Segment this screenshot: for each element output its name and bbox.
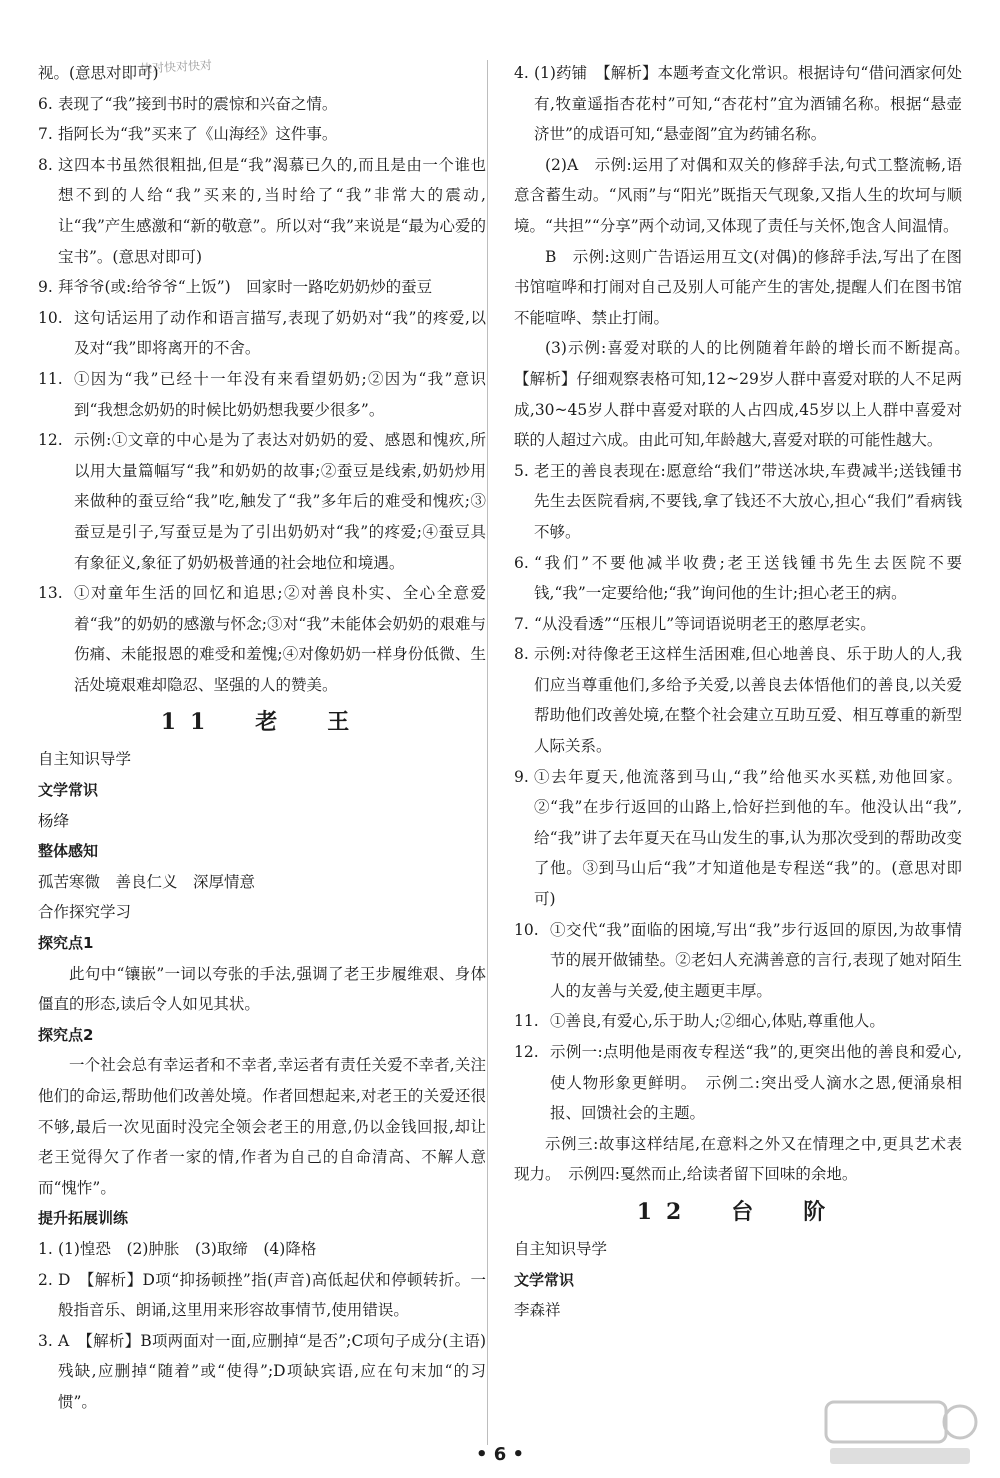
- answer-text: “我们”不要他减半收费;老王送钱锺书先生去医院不要钱,“我”一定要给他;“我”询问他的生计;担心老王的病。: [534, 553, 962, 603]
- answer-text: (1)惶恐 (2)肿胀 (3)取缔 (4)降格: [58, 1239, 317, 1258]
- answer-item: [38, 150, 486, 272]
- answer-number: 11.: [38, 369, 63, 388]
- answer-number: 10.: [38, 308, 63, 327]
- answer-list-c: [514, 58, 962, 150]
- answer-item: [514, 609, 962, 640]
- right-column: [514, 58, 978, 1326]
- answer-list-b: [38, 1234, 486, 1418]
- answer-number: 12.: [38, 431, 63, 450]
- answer-text: 拜爷爷(或:给爷爷“上饭”) 回家时一路吃奶奶炒的蚕豆: [58, 278, 433, 297]
- answer-number: 1.: [38, 1239, 53, 1258]
- answer-item: [514, 639, 962, 761]
- answer-text: A 【解析】B项两面对一面,应删掉“是否”;C项句子成分(主语)残缺,应删掉“随着”或“使得”;D项缺宾语,应在句末加“的习惯”。: [58, 1331, 486, 1411]
- answer-4-option-b: B 示例:这则广告语运用互文(对偶)的修辞手法,写出了在图书馆喧哗和打闹对自己及别人可能产生的害处,提醒人们在图书馆不能喧哗、禁止打闹。: [514, 247, 962, 327]
- answer-4-part-2: (2)A 示例:运用了对偶和双关的修辞手法,句式工整流畅,语意含蓄生动。“风雨”与“阳光”既指天气现象,又指人生的坎坷与顺境。“共担”“分享”两个动词,又体现了责任与关怀,饱含人间温情。: [514, 155, 962, 235]
- answer-text: 示例:①文章的中心是为了表达对奶奶的爱、感恩和愧疚,所以用大量篇幅写“我”和奶奶的故事;②蚕豆是线索,奶奶炒用来做种的蚕豆给“我”吃,触发了“我”多年后的难受和愧疚;③蚕豆是引子,写蚕豆是为了引出奶奶对“我”的疼爱;④蚕豆具有象征义,象征了奶奶极普通的社会地位和境遇。: [74, 431, 486, 572]
- answer-number: 4.: [514, 64, 529, 82]
- answer-item: [38, 578, 486, 700]
- answer-number: 6.: [514, 553, 529, 572]
- faded-stamp: 快对快对快对: [139, 58, 213, 76]
- left-column: [38, 58, 486, 1418]
- answer-item: [514, 1006, 962, 1037]
- lesson-heading-11: 11 老 王: [160, 709, 364, 736]
- answer-number: 5.: [514, 461, 529, 480]
- label-literary-knowledge: 文学常识: [38, 781, 99, 800]
- answer-text: ①对童年生活的回忆和追思;②对善良朴实、全心全意爱着“我”的奶奶的感激与怀念;③对“我”未能体会奶奶的艰难与伤痛、未能报恩的难受和羞愧;④对像奶奶一样身份低微、生活处境艰难却隐忍、坚强的人的赞美。: [74, 584, 486, 694]
- answer-text: 老王的善良表现在:愿意给“我们”带送冰块,车费减半;送钱锺书先生去医院看病,不要钱,拿了钱还不大放心,担心“我们”看病钱不够。: [534, 461, 962, 541]
- answer-number: 9.: [38, 278, 53, 297]
- answer-list-d: [514, 456, 962, 1129]
- answer-text: 这四本书虽然很粗拙,但是“我”渴慕已久的,而且是由一个谁也想不到的人给“我”买来的,当时给了“我”非常大的震动,让“我”产生感激和“新的敬意”。所以对“我”来说是“最为心爱的宝书”。(意思对即可): [58, 155, 486, 266]
- answer-text: D 【解析】D项“抑扬顿挫”指(声音)高低起伏和停顿转折。一般指音乐、朗诵,这里用来形容故事情节,使用错误。: [58, 1270, 486, 1320]
- answer-item: [38, 1234, 486, 1265]
- column-divider: [487, 60, 488, 1445]
- answer-number: 13.: [38, 584, 63, 603]
- answer-number: 3.: [38, 1331, 53, 1350]
- answer-text: 表现了“我”接到书时的震惊和兴奋之情。: [58, 94, 338, 113]
- answer-text: ①交代“我”面临的困境,写出“我”步行返回的原因,为故事情节的展开做铺垫。②老妇人充满善意的言行,表现了她对陌生人的友善与关爱,使主题更丰厚。: [550, 920, 962, 1000]
- overall-perception-text: 孤苦寒微 善良仁义 深厚情意: [38, 872, 256, 891]
- page-number: • 6 •: [475, 1444, 525, 1465]
- answer-number: 9.: [514, 767, 529, 786]
- answer-item: [38, 119, 486, 150]
- label-literary-knowledge-12: 文学常识: [514, 1270, 575, 1289]
- explore-point-1-text: 此句中“镶嵌”一词以夸张的手法,强调了老王步履维艰、身体僵直的形态,读后令人如见其状。: [38, 964, 486, 1014]
- answer-number: 2.: [38, 1270, 53, 1289]
- answer-12-tail: 示例三:故事这样结尾,在意料之外又在情理之中,更具艺术表现力。 示例四:戛然而止,给读者留下回味的余地。: [514, 1134, 962, 1184]
- label-explore-point-1: 探究点1: [38, 934, 94, 953]
- answer-text: ①因为“我”已经十一年没有来看望奶奶;②因为“我”意识到“我想念奶奶的时候比奶奶想我要少很多”。: [74, 369, 486, 419]
- answer-number: 8.: [38, 155, 53, 174]
- answer-item: [514, 915, 962, 1007]
- answer-number: 6.: [38, 94, 53, 113]
- answer-number: 10.: [514, 920, 539, 939]
- author-name: 杨绛: [38, 811, 70, 830]
- answer-text: 这句话运用了动作和语言描写,表现了奶奶对“我”的疼爱,以及对“我”即将离开的不舍。: [74, 308, 486, 358]
- section-cooperative-study: 合作探究学习: [38, 903, 132, 922]
- section-advanced-training: 提升拓展训练: [38, 1209, 129, 1228]
- answer-text: 示例:对待像老王这样生活困难,但心地善良、乐于助人的人,我们应当尊重他们,多给予关爱,以善良去体悟他们的善良,以关爱帮助他们改善处境,在整个社会建立互助互爱、相互尊重的新型人际关系。: [534, 645, 963, 756]
- explore-point-2-text: 一个社会总有幸运者和不幸者,幸运者有责任关爱不幸者,关注他们的命运,帮助他们改善处境。作者回想起来,对老王的关爱还很不够,最后一次见面时没完全领会老王的用意,仍以金钱回报,却让老王觉得欠了作者一家的情,作者为自己的自命清高、不解人意而“愧怍”。: [38, 1056, 486, 1197]
- answer-number: 7.: [38, 125, 53, 144]
- answer-item: [38, 425, 486, 578]
- answer-text: “从没看透”“压根儿”等词语说明老王的憨厚老实。: [534, 614, 876, 633]
- answer-text: ①善良,有爱心,乐于助人;②细心,体贴,尊重他人。: [550, 1012, 885, 1031]
- section-self-study: 自主知识导学: [38, 750, 132, 769]
- answer-item: [38, 364, 486, 425]
- answer-item: [514, 456, 962, 548]
- author-name-12: 李森祥: [514, 1301, 561, 1320]
- answer-text: 示例一:点明他是雨夜专程送“我”的,更突出他的善良和爱心,使人物形象更鲜明。 示例二:突出受人滴水之恩,便涌泉相报、回馈社会的主题。: [550, 1043, 962, 1123]
- answer-item: [38, 89, 486, 120]
- continued-text: 视。(意思对即可): [38, 64, 159, 82]
- answer-list-a: [38, 89, 486, 701]
- answer-text: 指阿长为“我”买来了《山海经》这件事。: [58, 125, 338, 144]
- answer-item: [514, 1037, 962, 1129]
- section-self-study-12: 自主知识导学: [514, 1239, 608, 1258]
- answer-item: [38, 1326, 486, 1418]
- answer-number: 11.: [514, 1012, 539, 1031]
- answer-item: [38, 1265, 486, 1326]
- answer-number: 8.: [514, 645, 529, 664]
- answer-item: [514, 58, 962, 150]
- answer-number: 12.: [514, 1043, 539, 1061]
- answer-item: [38, 303, 486, 364]
- answer-text: ①去年夏天,他流落到马山,“我”给他买水买糕,劝他回家。②“我”在步行返回的山路上,恰好拦到他的车。他没认出“我”,给“我”讲了去年夏天在马山发生的事,认为那次受到的帮助改变了他。③到马山后“我”才知道他是专程送“我”的。(意思对即可): [534, 767, 962, 909]
- answer-item: [38, 272, 486, 303]
- answer-item: [514, 762, 962, 915]
- label-overall-perception: 整体感知: [38, 842, 99, 861]
- answer-number: 7.: [514, 614, 529, 633]
- watermark-logo: [822, 1398, 982, 1470]
- answer-text: (1)药铺 【解析】本题考查文化常识。根据诗句“借问酒家何处有,牧童遥指杏花村”可知,“杏花村”宜为酒铺名称。根据“悬壶济世”的成语可知,“悬壶阁”宜为药铺名称。: [534, 64, 962, 144]
- label-explore-point-2: 探究点2: [38, 1025, 94, 1044]
- lesson-heading-12: 12 台 阶: [636, 1198, 840, 1225]
- answer-4-part-3: (3)示例:喜爱对联的人的比例随着年龄的增长而不断提高。 【解析】仔细观察表格可知,12~29岁人群中喜爱对联的人不足两成,30~45岁人群中喜爱对联的人占四成,45岁以上人群中喜爱对联的人超过六成。由此可知,年龄越大,喜爱对联的可能性越大。: [514, 339, 978, 450]
- answer-item: [514, 548, 962, 609]
